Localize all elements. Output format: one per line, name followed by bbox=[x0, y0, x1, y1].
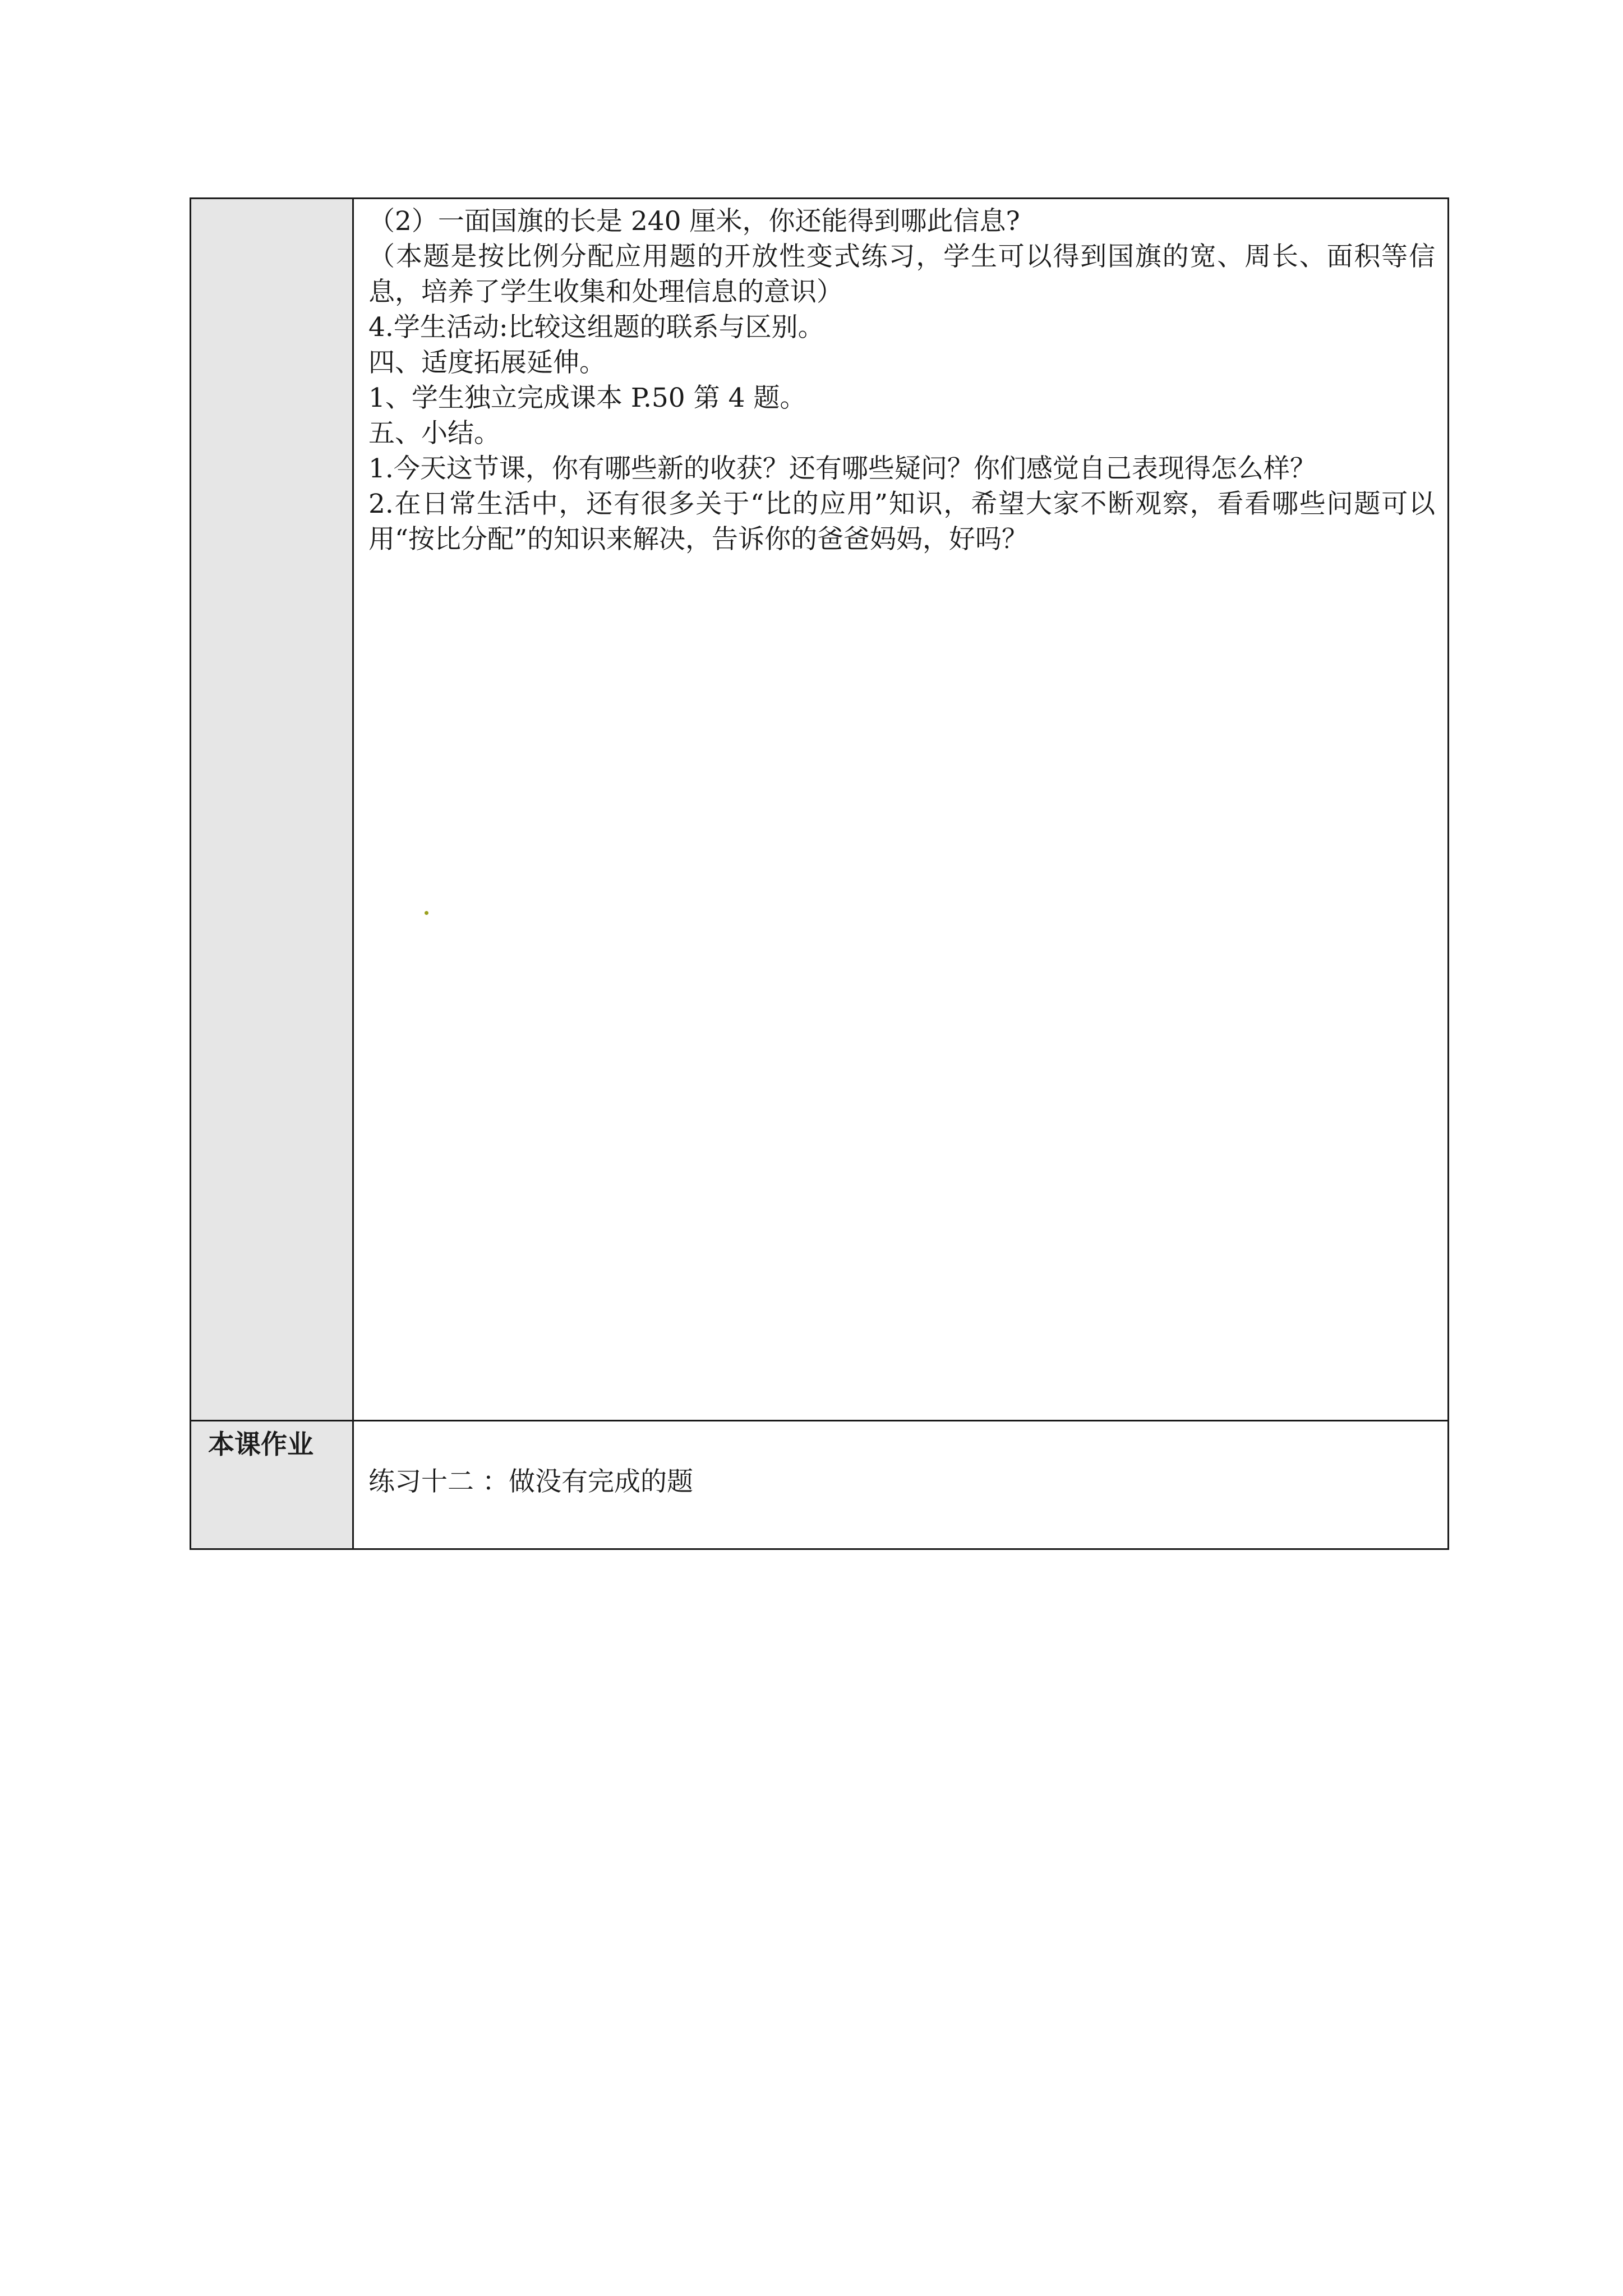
teaching-process-content-cell bbox=[353, 199, 1449, 1421]
content-line-flag-question: （2）一面国旗的长是 240 厘米，你还能得到哪此信息? bbox=[368, 206, 1020, 237]
teaching-process-label-cell bbox=[191, 199, 353, 1421]
homework-label: 本课作业 bbox=[208, 1429, 313, 1460]
homework-text: 练习十二 ：做没有完成的题 bbox=[368, 1466, 693, 1497]
homework-content-cell bbox=[353, 1421, 1449, 1549]
teaching-process-row bbox=[191, 199, 1449, 1421]
content-heading-extension: 四、适度拓展延伸。 bbox=[368, 347, 606, 378]
content-line-student-activity: 4.学生活动:比较这组题的联系与区别。 bbox=[368, 312, 824, 343]
homework-label-cell bbox=[191, 1421, 353, 1549]
stray-mark bbox=[425, 911, 428, 915]
teaching-process-text bbox=[354, 199, 1447, 557]
content-line-exercise-note: （本题是按比例分配应用题的开放性变式练习，学生可以得到国旗的宽、周长、面积等信息，培养了学生收集和处理信息的意识） bbox=[368, 241, 1435, 307]
content-line-daily-life: 2.在日常生活中，还有很多关于“比的应用”知识，希望大家不断观察，看看哪些问题可以用“按比分配”的知识来解决，告诉你的爸爸妈妈，好吗？ bbox=[368, 489, 1435, 555]
content-line-textbook-task: 1、学生独立完成课本 P.50 第 4 题。 bbox=[368, 383, 806, 413]
content-heading-summary: 五、小结。 bbox=[368, 418, 500, 449]
homework-row bbox=[191, 1421, 1449, 1549]
content-line-reflection: 1.今天这节课，你有哪些新的收获？还有哪些疑问？你们感觉自己表现得怎么样？ bbox=[368, 453, 1316, 484]
lesson-plan-table bbox=[190, 197, 1449, 1550]
